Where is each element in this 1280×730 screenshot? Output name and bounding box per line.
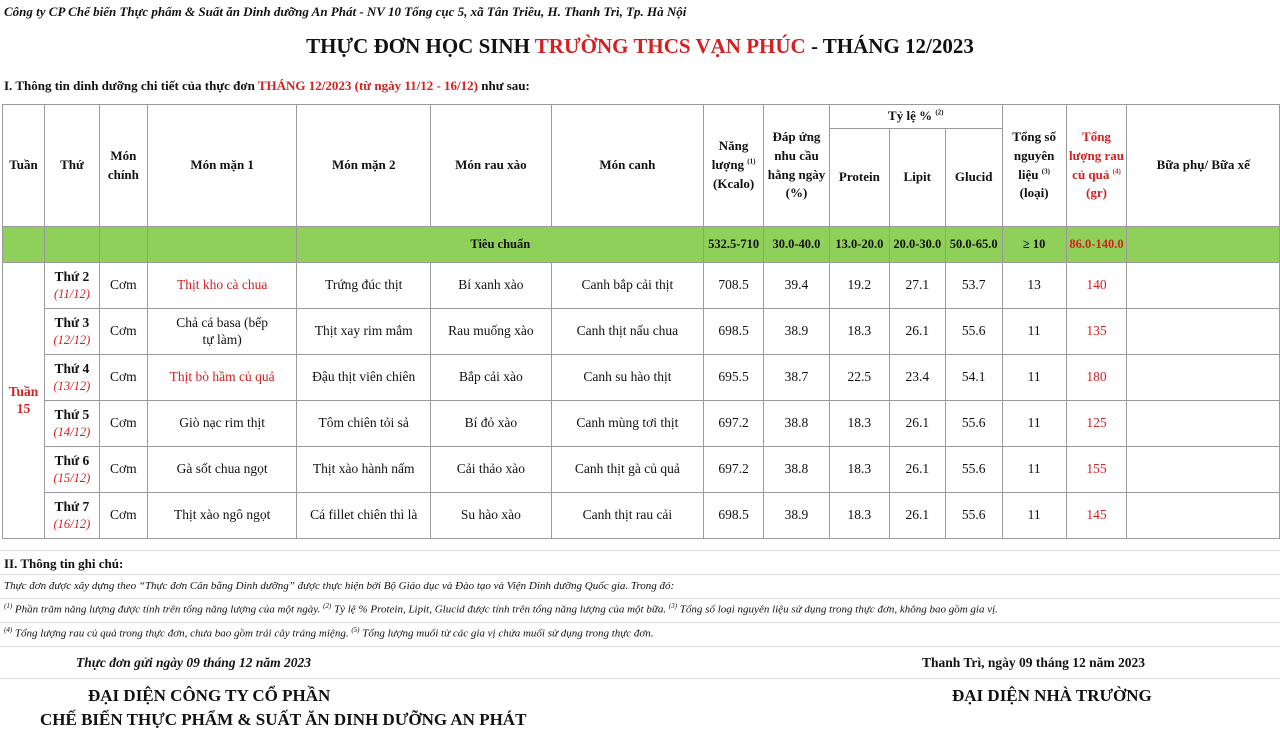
header-ty-le bbox=[829, 105, 1002, 129]
cell-tong-so: 11 bbox=[1002, 309, 1066, 355]
cell-mon-man-2: Thịt xào hành nấm bbox=[297, 447, 431, 493]
header-tuan: Tuần bbox=[3, 105, 45, 227]
cell-nang-luong: 708.5 bbox=[704, 263, 764, 309]
sent-date: Thực đơn gửi ngày 09 tháng 12 năm 2023 bbox=[76, 655, 311, 670]
cell-bua-phu bbox=[1127, 309, 1280, 355]
school-representative: ĐẠI DIỆN NHÀ TRƯỜNG bbox=[952, 686, 1152, 705]
cell-mon-man-2: Cá fillet chiên thì là bbox=[297, 493, 431, 539]
cell-canh: Canh su hào thịt bbox=[551, 355, 703, 401]
header-tong-luong bbox=[1066, 105, 1127, 227]
section2-heading: II. Thông tin ghi chú: bbox=[4, 556, 124, 571]
header-tong-so-unit: (loại) bbox=[1019, 185, 1049, 201]
cell-mon-chinh: Cơm bbox=[99, 355, 147, 401]
cell-tong-so: 13 bbox=[1002, 263, 1066, 309]
cell-mon-man-1: Thịt kho cà chua bbox=[147, 263, 297, 309]
cell-bua-phu bbox=[1127, 447, 1280, 493]
cell-dap-ung: 38.8 bbox=[764, 401, 830, 447]
cell-tong-so: 11 bbox=[1002, 355, 1066, 401]
header-tong-so-label: Tổng số nguyên liệu bbox=[1012, 128, 1056, 182]
cell-protein: 18.3 bbox=[829, 493, 889, 539]
cell-protein: 19.2 bbox=[829, 263, 889, 309]
cell-thu bbox=[44, 309, 99, 355]
note-4: Tổng lượng rau củ quả trong thực đơn, chưa bao gồm trái cây tráng miệng. bbox=[12, 627, 349, 640]
standard-row bbox=[3, 227, 1280, 263]
table-row bbox=[3, 263, 1280, 309]
cell-dap-ung: 38.9 bbox=[764, 493, 830, 539]
footnote-marker: (4) bbox=[4, 626, 13, 634]
header-nang-luong-label: Năng lượng bbox=[711, 138, 749, 173]
cell-tong-luong: 145 bbox=[1066, 493, 1127, 539]
day-date: (12/12) bbox=[53, 332, 91, 347]
page-title bbox=[0, 34, 1280, 59]
header-ty-le-label: Tỷ lệ % bbox=[888, 108, 933, 124]
grid-line bbox=[0, 646, 1280, 647]
company-representative-line2: CHẾ BIẾN THỰC PHẨM & SUẤT ĂN DINH DƯỠNG AN PHÁT bbox=[40, 710, 527, 729]
cell-glucid: 53.7 bbox=[945, 263, 1002, 309]
cell-glucid: 55.6 bbox=[945, 309, 1002, 355]
cell-nang-luong: 697.2 bbox=[704, 447, 764, 493]
note-1: Phần trăm năng lượng được tính trên tổng năng lượng của một ngày. bbox=[12, 603, 321, 616]
std-label: Tiêu chuẩn bbox=[297, 227, 704, 263]
cell-tong-luong: 180 bbox=[1066, 355, 1127, 401]
cell-rau: Bắp cải xào bbox=[431, 355, 552, 401]
cell-rau: Bí xanh xào bbox=[431, 263, 552, 309]
day-date: (11/12) bbox=[53, 286, 90, 301]
cell-glucid: 55.6 bbox=[945, 493, 1002, 539]
cell-mon-man-2: Thịt xay rim mắm bbox=[297, 309, 431, 355]
note-2: Tỷ lệ % Protein, Lipit, Glucid được tính trên tổng năng lượng của một bữa. bbox=[331, 603, 667, 616]
header-mon-rau-xao: Món rau xào bbox=[431, 105, 552, 227]
note-line-1 bbox=[4, 602, 998, 616]
header-dap-ung-label: Đáp ứng nhu cầu hằng ngày bbox=[767, 128, 826, 182]
std-empty bbox=[1127, 227, 1280, 263]
std-tong-so: ≥ 10 bbox=[1002, 227, 1066, 263]
footnote-marker: (3) bbox=[668, 602, 678, 610]
cell-protein: 18.3 bbox=[829, 401, 889, 447]
cell-dap-ung: 38.9 bbox=[764, 309, 830, 355]
cell-bua-phu bbox=[1127, 263, 1280, 309]
cell-lipit: 26.1 bbox=[889, 309, 945, 355]
section1-highlight: THÁNG 12/2023 (từ ngày 11/12 - 16/12) bbox=[257, 78, 478, 93]
cell-protein: 18.3 bbox=[829, 309, 889, 355]
section1-prefix: I. Thông tin dinh dưỡng chi tiết của thực đơn bbox=[4, 78, 258, 93]
day-name: Thứ 7 bbox=[54, 498, 90, 514]
note-3: Tổng số loại nguyên liệu sử dụng trong thực đơn, không bao gồm gia vị. bbox=[677, 603, 998, 616]
std-glucid: 50.0-65.0 bbox=[945, 227, 1002, 263]
header-mon-man-1: Món mặn 1 bbox=[147, 105, 297, 227]
cell-mon-man-1: Gà sốt chua ngọt bbox=[147, 447, 297, 493]
cell-canh: Canh mùng tơi thịt bbox=[551, 401, 703, 447]
cell-thu bbox=[44, 493, 99, 539]
cell-glucid: 54.1 bbox=[945, 355, 1002, 401]
cell-tong-luong: 135 bbox=[1066, 309, 1127, 355]
cell-tong-so: 11 bbox=[1002, 493, 1066, 539]
day-name: Thứ 2 bbox=[54, 268, 90, 284]
cell-tong-so: 11 bbox=[1002, 401, 1066, 447]
day-name: Thứ 3 bbox=[54, 314, 90, 330]
cell-mon-man-1: Thịt bò hầm củ quả bbox=[147, 355, 297, 401]
footnote-marker: (2) bbox=[323, 602, 332, 610]
day-name: Thứ 4 bbox=[54, 360, 90, 376]
grid-line bbox=[0, 678, 1280, 679]
grid-line bbox=[0, 598, 1280, 599]
cell-mon-man-2: Đậu thịt viên chiên bbox=[297, 355, 431, 401]
cell-nang-luong: 698.5 bbox=[704, 309, 764, 355]
header-mon-canh: Món canh bbox=[551, 105, 703, 227]
cell-canh: Canh bắp cải thịt bbox=[551, 263, 703, 309]
std-protein: 13.0-20.0 bbox=[829, 227, 889, 263]
menu-table bbox=[2, 104, 1280, 539]
note-5: Tổng lượng muối từ các gia vị chứa muối sử dụng trong thực đơn. bbox=[359, 627, 654, 640]
grid-line bbox=[0, 574, 1280, 575]
table-row bbox=[3, 401, 1280, 447]
cell-mon-man-1: Thịt xào ngô ngọt bbox=[147, 493, 297, 539]
header-glucid: Glucid bbox=[945, 129, 1002, 227]
cell-protein: 22.5 bbox=[829, 355, 889, 401]
cell-thu bbox=[44, 263, 99, 309]
cell-lipit: 26.1 bbox=[889, 447, 945, 493]
cell-thu bbox=[44, 401, 99, 447]
cell-rau: Rau muống xào bbox=[431, 309, 552, 355]
cell-mon-man-2: Tôm chiên tỏi sả bbox=[297, 401, 431, 447]
cell-tong-luong: 140 bbox=[1066, 263, 1127, 309]
cell-mon-man-2: Trứng đúc thịt bbox=[297, 263, 431, 309]
cell-mon-chinh: Cơm bbox=[99, 401, 147, 447]
cell-lipit: 26.1 bbox=[889, 401, 945, 447]
std-lipit: 20.0-30.0 bbox=[889, 227, 945, 263]
cell-rau: Su hào xào bbox=[431, 493, 552, 539]
header-row bbox=[3, 105, 1280, 129]
day-date: (16/12) bbox=[53, 516, 91, 531]
header-lipit: Lipit bbox=[889, 129, 945, 227]
cell-thu bbox=[44, 447, 99, 493]
cell-protein: 18.3 bbox=[829, 447, 889, 493]
footnote-marker: (3) bbox=[1041, 167, 1050, 176]
cell-glucid: 55.6 bbox=[945, 401, 1002, 447]
cell-mon-chinh: Cơm bbox=[99, 447, 147, 493]
title-part2: - THÁNG 12/2023 bbox=[805, 34, 974, 58]
header-tong-luong-unit: (gr) bbox=[1086, 185, 1107, 201]
cell-mon-man-1: Giò nạc rim thịt bbox=[147, 401, 297, 447]
title-part1: THỰC ĐƠN HỌC SINH bbox=[306, 34, 535, 58]
cell-tong-luong: 125 bbox=[1066, 401, 1127, 447]
day-name: Thứ 5 bbox=[54, 406, 90, 422]
std-nang-luong: 532.5-710 bbox=[704, 227, 764, 263]
cell-rau: Cải thảo xào bbox=[431, 447, 552, 493]
header-tong-so bbox=[1002, 105, 1066, 227]
header-protein: Protein bbox=[829, 129, 889, 227]
cell-thu bbox=[44, 355, 99, 401]
cell-tong-luong: 155 bbox=[1066, 447, 1127, 493]
cell-tong-so: 11 bbox=[1002, 447, 1066, 493]
table-row bbox=[3, 493, 1280, 539]
std-empty bbox=[44, 227, 99, 263]
grid-line bbox=[0, 550, 1280, 551]
cell-nang-luong: 695.5 bbox=[704, 355, 764, 401]
grid-line bbox=[0, 622, 1280, 623]
table-row bbox=[3, 447, 1280, 493]
std-empty bbox=[99, 227, 147, 263]
cell-dap-ung: 38.8 bbox=[764, 447, 830, 493]
note-intro: Thực đơn được xây dựng theo “Thực đơn Cân bằng Dinh dưỡng” được thực hiện bởi Bộ Giáo dục và Đào tạo và Viện Dinh dưỡng Quốc gia. Trong đó: bbox=[4, 580, 675, 592]
header-nang-luong bbox=[704, 105, 764, 227]
cell-glucid: 55.6 bbox=[945, 447, 1002, 493]
footnote-marker: (1) bbox=[4, 602, 13, 610]
header-dap-ung-unit: (%) bbox=[785, 185, 808, 201]
cell-canh: Canh thịt gà củ quả bbox=[551, 447, 703, 493]
header-mon-chinh: Món chính bbox=[99, 105, 147, 227]
sign-date: Thanh Trì, ngày 09 tháng 12 năm 2023 bbox=[922, 655, 1146, 670]
day-date: (15/12) bbox=[53, 470, 91, 485]
week-label: Tuần 15 bbox=[3, 263, 45, 539]
header-thu: Thứ bbox=[44, 105, 99, 227]
footnote-marker: (5) bbox=[351, 626, 360, 634]
cell-mon-chinh: Cơm bbox=[99, 263, 147, 309]
header-bua-phu: Bữa phụ/ Bữa xế bbox=[1127, 105, 1280, 227]
section1-suffix: như sau: bbox=[477, 78, 530, 93]
std-tong-luong: 86.0-140.0 bbox=[1066, 227, 1127, 263]
header-dap-ung bbox=[764, 105, 830, 227]
cell-rau: Bí đỏ xào bbox=[431, 401, 552, 447]
footnote-marker: (2) bbox=[935, 108, 944, 117]
cell-bua-phu bbox=[1127, 355, 1280, 401]
std-empty bbox=[147, 227, 297, 263]
company-representative: ĐẠI DIỆN CÔNG TY CỔ PHẦN bbox=[88, 686, 331, 705]
cell-canh: Canh thịt rau cải bbox=[551, 493, 703, 539]
note-line-2 bbox=[4, 626, 654, 640]
day-name: Thứ 6 bbox=[54, 452, 90, 468]
footnote-marker: (1) bbox=[747, 157, 756, 166]
cell-bua-phu bbox=[1127, 401, 1280, 447]
cell-lipit: 26.1 bbox=[889, 493, 945, 539]
cell-dap-ung: 39.4 bbox=[764, 263, 830, 309]
cell-mon-chinh: Cơm bbox=[99, 309, 147, 355]
cell-canh: Canh thịt nấu chua bbox=[551, 309, 703, 355]
header-mon-man-2: Món mặn 2 bbox=[297, 105, 431, 227]
header-tong-luong-label: Tổng lượng rau củ quả bbox=[1068, 128, 1125, 182]
cell-nang-luong: 697.2 bbox=[704, 401, 764, 447]
header-nang-luong-unit: (Kcalo) bbox=[713, 175, 755, 191]
cell-mon-chinh: Cơm bbox=[99, 493, 147, 539]
table-row bbox=[3, 309, 1280, 355]
company-header: Công ty CP Chế biến Thực phẩm & Suất ăn Dinh dưỡng An Phát - NV 10 Tổng cục 5, xã Tân Triều, H. Thanh Trì, Tp. Hà Nội bbox=[4, 4, 687, 19]
std-empty bbox=[3, 227, 45, 263]
cell-dap-ung: 38.7 bbox=[764, 355, 830, 401]
day-date: (14/12) bbox=[53, 424, 91, 439]
cell-nang-luong: 698.5 bbox=[704, 493, 764, 539]
section1-heading bbox=[4, 78, 530, 94]
title-school: TRƯỜNG THCS VẠN PHÚC bbox=[534, 34, 806, 58]
day-date: (13/12) bbox=[53, 378, 91, 393]
table-row bbox=[3, 355, 1280, 401]
cell-mon-man-1: Chả cá basa (bếp tự làm) bbox=[147, 309, 297, 355]
cell-lipit: 23.4 bbox=[889, 355, 945, 401]
footnote-marker: (4) bbox=[1112, 167, 1121, 176]
cell-bua-phu bbox=[1127, 493, 1280, 539]
cell-lipit: 27.1 bbox=[889, 263, 945, 309]
std-dap-ung: 30.0-40.0 bbox=[764, 227, 830, 263]
